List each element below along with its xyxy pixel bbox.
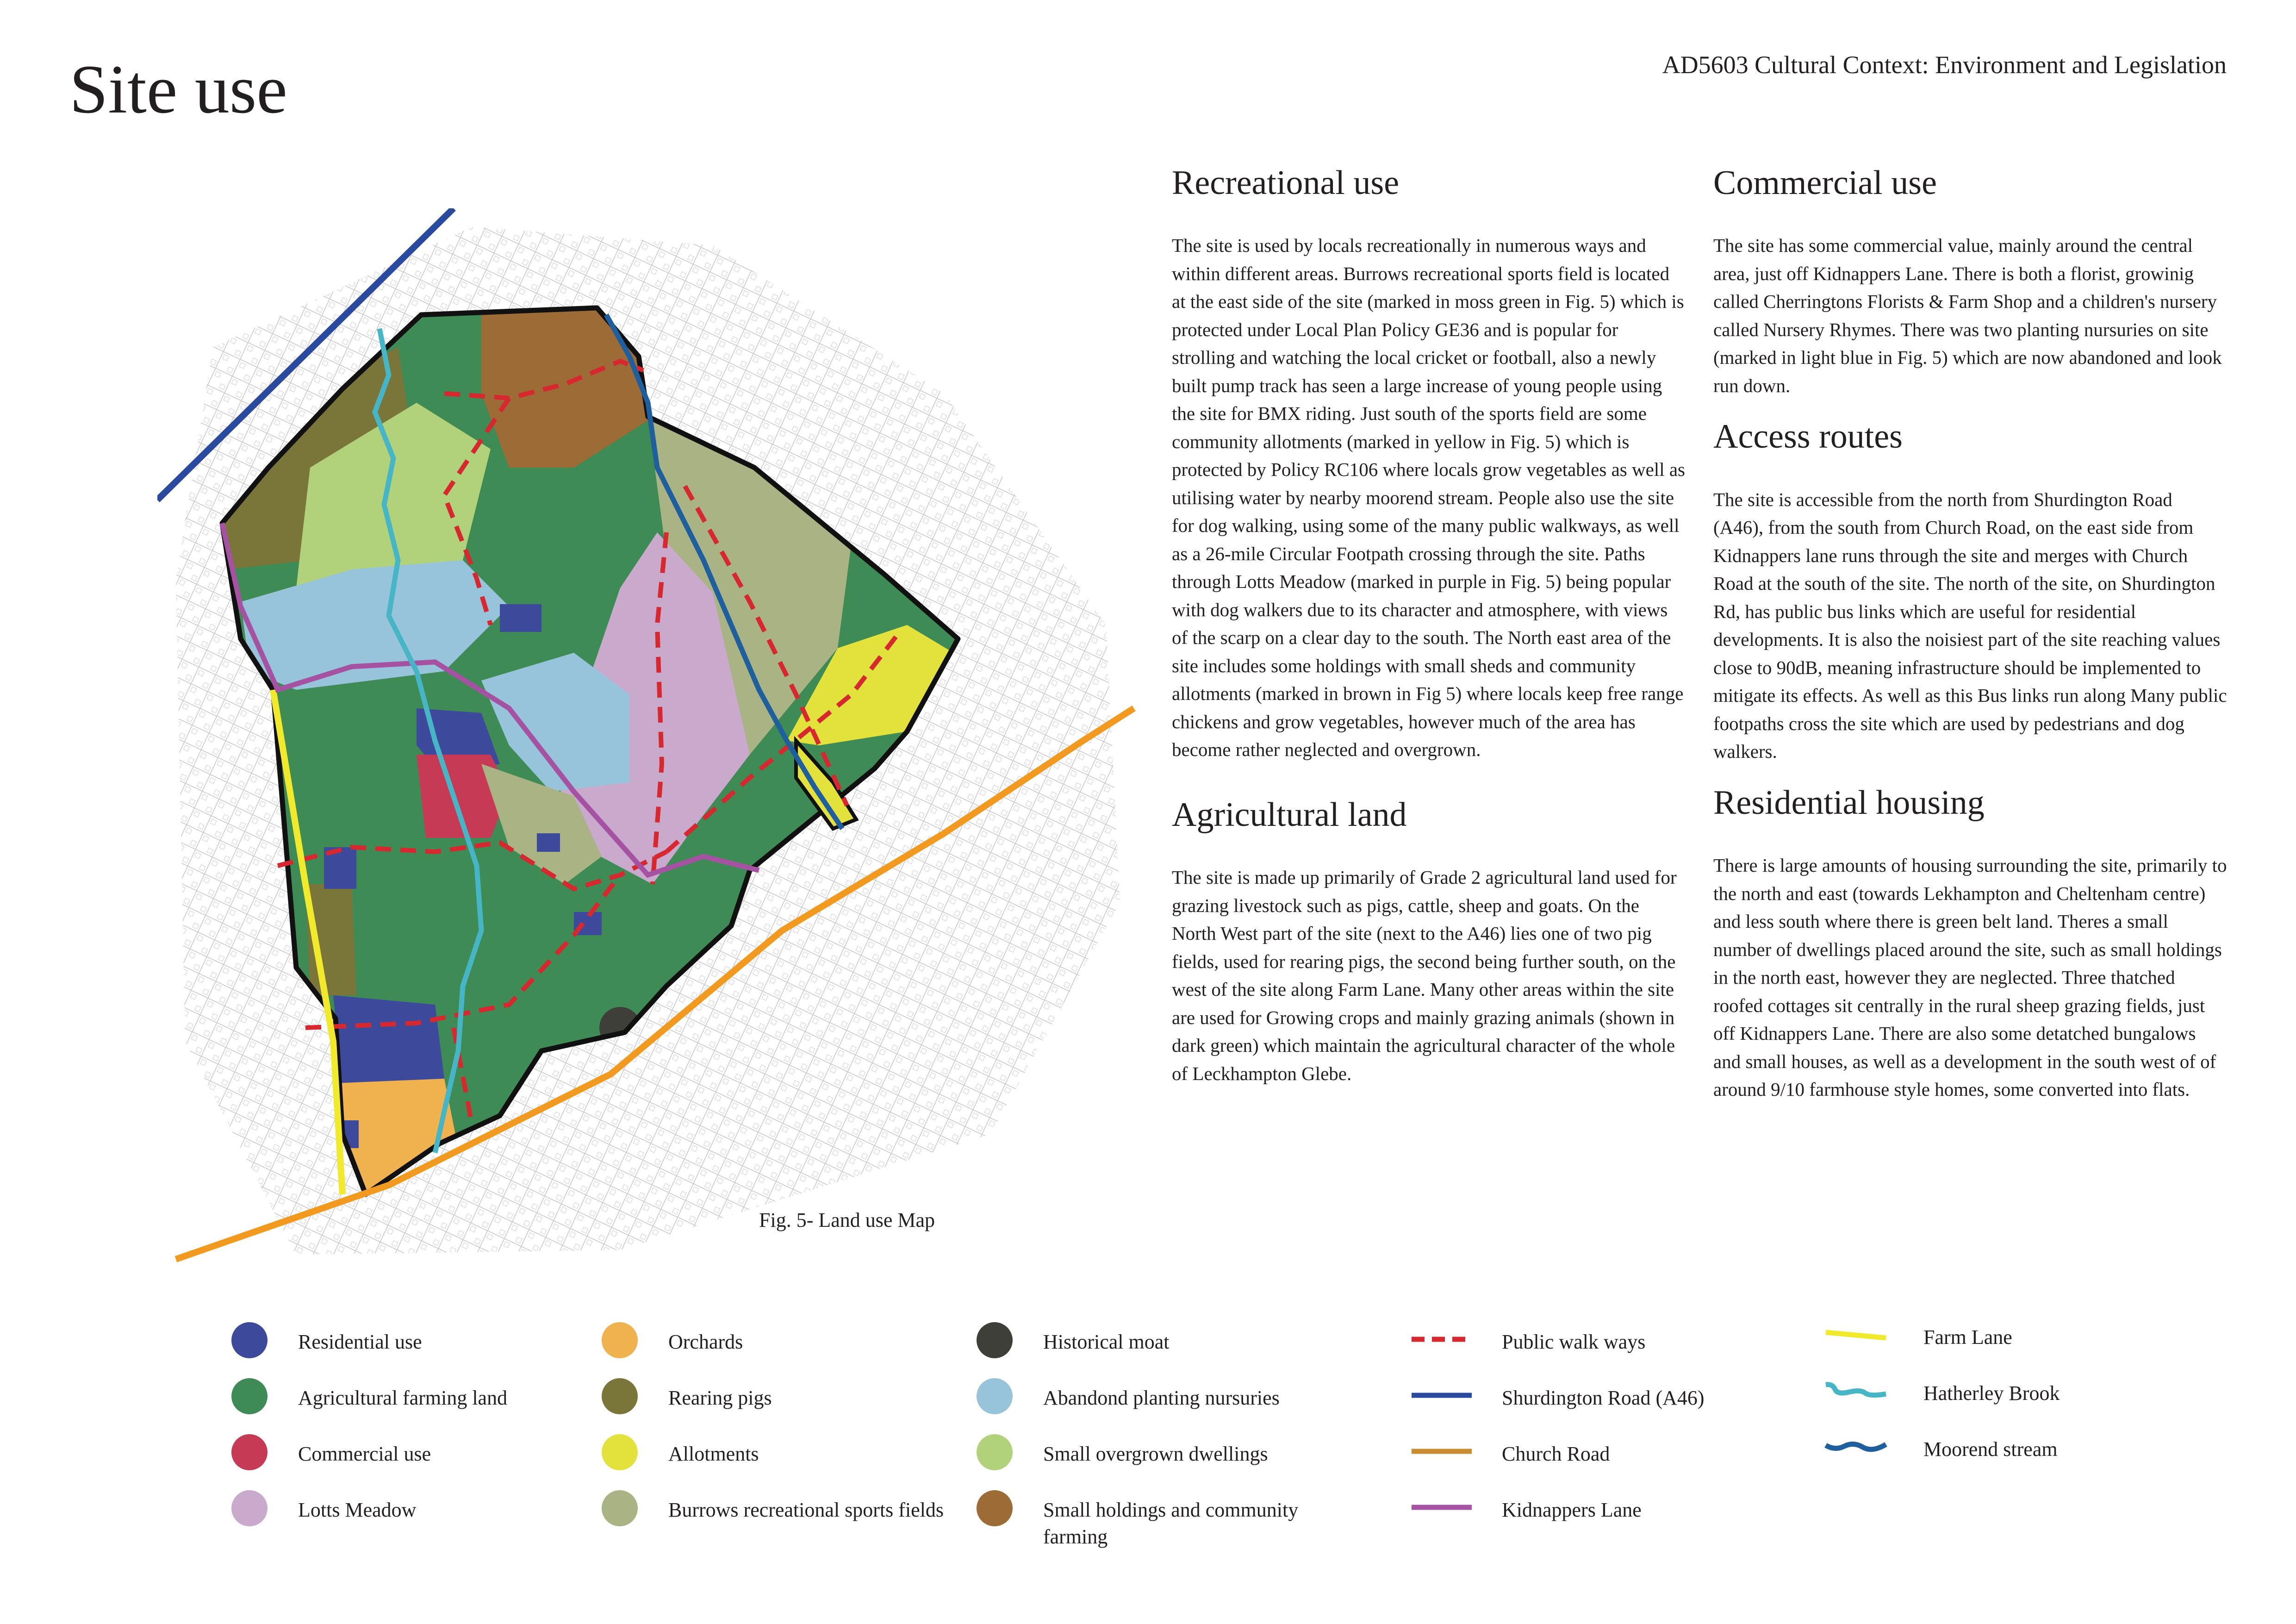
- legend-swatch: [602, 1322, 638, 1358]
- line-icon: [1823, 1323, 1888, 1346]
- legend-swatch: [602, 1490, 638, 1526]
- dashed-line-icon: [1409, 1328, 1474, 1351]
- legend-label: Burrows recreational sports fields: [668, 1499, 944, 1521]
- line-icon: [1409, 1496, 1474, 1519]
- legend-label: Agricultural farming land: [298, 1387, 508, 1409]
- legend-item: [602, 1497, 944, 1526]
- legend-swatch: [977, 1490, 1013, 1526]
- legend-item: [231, 1441, 431, 1470]
- legend-item: [231, 1329, 422, 1358]
- legend-item: [602, 1329, 743, 1358]
- commercial-heading: Commercial use: [1713, 164, 1937, 202]
- page-title: Site use: [69, 51, 287, 128]
- wavy-line-icon: [1823, 1435, 1888, 1458]
- legend-swatch: [231, 1378, 268, 1414]
- recreational-body: The site is used by locals recreationally in numerous ways and within different areas. Burrows recreational sports field is located at the east side of the site (marked in moss green in Fig. 5) which is protected under Local Plan Policy GE36 and is popular for strolling and watching the local cricket or football, also a newly built pump track has seen a large increase of young people using the site for BMX riding. Just south of the sports field are some community allotments (marked in yellow in Fig. 5) which is protected by Policy RC106 where locals grow vegetables as well as utilising water by nearby moorend stream. People also use the site for dog walking, using some of the many public walkways, as well as a 26-mile Circular Footpath crossing through the site. Paths through Lotts Meadow (marked in purple in Fig. 5) being popular with dog walkers due to its character and atmosphere, with views of the scarp on a clear day to the south. The North east area of the site includes some holdings with small sheds and community allotments (marked in brown in Fig 5) where locals keep free range chickens and grow vegetables, however much of the area has become rather neglected and overgrown.: [1172, 235, 1685, 761]
- line-icon: [1409, 1440, 1474, 1463]
- legend-label: Small overgrown dwellings: [1043, 1443, 1268, 1465]
- legend-label: Small holdings and community farming: [1043, 1499, 1299, 1548]
- access-heading: Access routes: [1713, 418, 1903, 456]
- left-text-column: [1172, 164, 1686, 1120]
- residential-body: There is large amounts of housing surrounding the site, primarily to the north and east (towards Lekhampton and Cheltenham centre) and less south where there is green belt land. Theres a small number of dwellings placed around the site, such as small holdings in the north east, however they are neglected. Three thatched roofed cottages sit centrally in the rural sheep grazing fields, just off Kidnappers Lane. There are also some detatched bungalows and small houses, as well as a development in the south west of of around 9/10 farmhouse style homes, some converted into flats.: [1713, 855, 2227, 1100]
- legend-label: Historical moat: [1043, 1330, 1170, 1353]
- legend-label: Abandond planting nursuries: [1043, 1387, 1280, 1409]
- legend-label: Commercial use: [298, 1443, 431, 1465]
- legend-swatch: [231, 1322, 268, 1358]
- legend-swatch: [231, 1434, 268, 1470]
- module-title: AD5603 Cultural Context: Environment and Legislation: [1662, 51, 2227, 79]
- legend-label: Orchards: [668, 1330, 743, 1353]
- legend-item: [602, 1441, 759, 1470]
- map-legend: [0, 1326, 2296, 1569]
- legend-label: Shurdington Road (A46): [1502, 1387, 1705, 1409]
- residential-heading: Residential housing: [1713, 783, 1985, 822]
- map-caption: Fig. 5- Land use Map: [759, 1209, 935, 1231]
- legend-item: [602, 1385, 772, 1414]
- legend-label: Allotments: [668, 1443, 759, 1465]
- legend-label: Residential use: [298, 1330, 422, 1353]
- legend-item: [231, 1497, 416, 1526]
- legend-label: Moorend stream: [1923, 1438, 2058, 1461]
- legend-item: [977, 1329, 1170, 1358]
- legend-label: Farm Lane: [1923, 1326, 2012, 1349]
- legend-item: [1823, 1324, 2012, 1351]
- legend-item: [1823, 1380, 2060, 1407]
- legend-item: [231, 1385, 507, 1414]
- legend-label: Lotts Meadow: [298, 1499, 417, 1521]
- legend-item: [1409, 1497, 1642, 1524]
- legend-swatch: [602, 1434, 638, 1470]
- wavy-line-icon: [1823, 1379, 1888, 1402]
- legend-label: Church Road: [1502, 1443, 1610, 1465]
- legend-item: [977, 1441, 1268, 1470]
- legend-label: Rearing pigs: [668, 1387, 772, 1409]
- legend-item: [1409, 1329, 1645, 1355]
- legend-item: [977, 1385, 1280, 1414]
- legend-item: [1823, 1436, 2058, 1463]
- right-text-column: [1713, 164, 2227, 1136]
- legend-item: [977, 1497, 1339, 1550]
- line-icon: [1409, 1384, 1474, 1407]
- access-body: The site is accessible from the north from Shurdington Road (A46), from the south from Church Road, on the east side from Kidnappers lane runs through the site and merges with Church Road at the south of the site. The north of the site, on Shurdington Rd, has public bus links which are useful for residential developments. It is also the noisiest part of the site reaching values close to 90dB, meaning infrastructure should be implemented to mitigate its effects. As well as this Bus links run along Many public footpaths cross the site which are used by pedestrians and dog walkers.: [1713, 488, 2227, 762]
- legend-swatch: [602, 1378, 638, 1414]
- legend-label: Public walk ways: [1502, 1330, 1646, 1353]
- legend-swatch: [231, 1490, 268, 1526]
- legend-item: [1409, 1441, 1610, 1468]
- recreational-heading: Recreational use: [1172, 164, 1400, 202]
- legend-swatch: [977, 1378, 1013, 1414]
- legend-label: Kidnappers Lane: [1502, 1499, 1642, 1521]
- legend-swatch: [977, 1322, 1013, 1358]
- legend-swatch: [977, 1434, 1013, 1470]
- commercial-body: The site has some commercial value, mainly around the central area, just off Kidnappers Lane. There is both a florist, growinig called Cherringtons Florists & Farm Shop and a children's nursery called Nursery Rhymes. There was two planting nursuries on site (marked in light blue in Fig. 5) which are now abandoned and look run down.: [1713, 235, 2222, 396]
- legend-label: Hatherley Brook: [1923, 1382, 2060, 1405]
- agricultural-body: The site is made up primarily of Grade 2 agricultural land used for grazing livestock such as pigs, cattle, sheep and goats. On the North West part of the site (next to the A46) lies one of two pig fields, used for rearing pigs, the second being further south, on the west of the site along Farm Lane. Many other areas within the site are used for Growing crops and mainly grazing animals (shown in dark green) which maintain the agricultural character of the whole of Leckhampton Glebe.: [1172, 867, 1677, 1084]
- agricultural-heading: Agricultural land: [1172, 795, 1407, 834]
- legend-item: [1409, 1385, 1705, 1412]
- land-use-map: [157, 208, 1139, 1273]
